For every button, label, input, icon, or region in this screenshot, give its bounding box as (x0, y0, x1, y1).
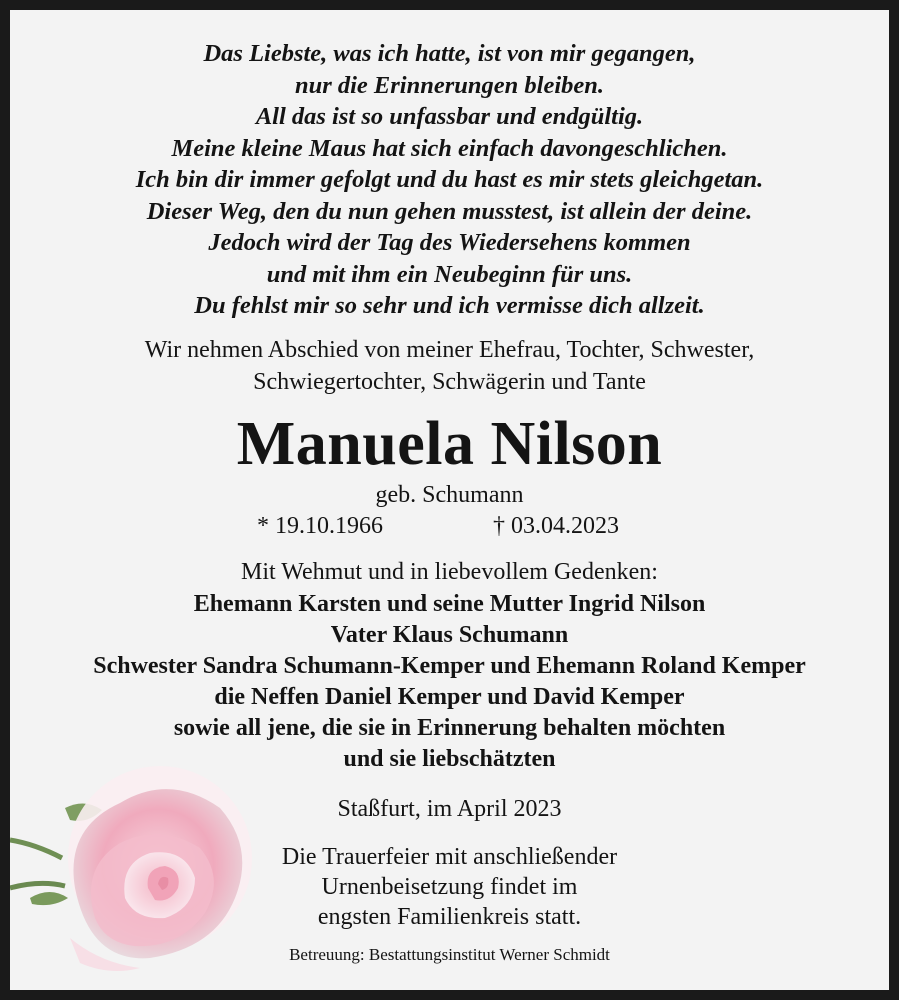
service-line: Urnenbeisetzung findet im (321, 874, 578, 900)
deceased-name: Manuela Nilson (236, 410, 663, 478)
poem-line: Jedoch wird der Tag des Wiedersehens kommen (208, 229, 691, 256)
poem-line: Du fehlst mir so sehr und ich vermisse dich allzeit. (194, 292, 705, 319)
death-date: † 03.04.2023 (493, 513, 619, 539)
mourner-line: Vater Klaus Schumann (330, 622, 569, 648)
poem-line: nur die Erinnerungen bleiben. (294, 71, 605, 99)
mourner-line: sowie all jene, die sie in Erinnerung behalten möchten (173, 715, 726, 741)
poem-line: und mit ihm ein Neubeginn für uns. (266, 260, 633, 288)
birth-date: * 19.10.1966 (257, 513, 383, 539)
poem-line: Das Liebste, was ich hatte, ist von mir gegangen, (203, 40, 696, 67)
poem-line: Ich bin dir immer gefolgt und du hast es mir stets gleichgetan. (135, 166, 764, 193)
poem (10, 38, 889, 322)
mourner-line: Schwester Sandra Schumann-Kemper und Ehemann Roland Kemper (93, 653, 806, 679)
birth-name: geb. Schumann (375, 482, 524, 508)
poem-line: Dieser Weg, den du nun gehen musstest, ist allein der deine. (146, 197, 753, 225)
intro-line: Schwiegertochter, Schwägerin und Tante (253, 369, 646, 395)
mourner-line: die Neffen Daniel Kemper und David Kemper (214, 684, 685, 710)
poem-line: All das ist so unfassbar und endgültig. (255, 103, 644, 130)
poem-line: Meine kleine Maus hat sich einfach davongeschlichen. (171, 134, 728, 162)
life-dates (10, 511, 889, 541)
place-date: Staßfurt, im April 2023 (337, 796, 562, 822)
intro-line: Wir nehmen Abschied von meiner Ehefrau, Tochter, Schwester, (144, 337, 755, 363)
farewell-intro (10, 334, 889, 398)
service-line: Die Trauerfeier mit anschließender (281, 844, 618, 870)
mourner-line: und sie liebschätzten (343, 746, 556, 772)
pink-rose-image (10, 748, 260, 978)
funeral-home: Betreuung: Bestattungsinstitut Werner Schmidt (289, 945, 610, 964)
obituary-card (10, 10, 889, 990)
service-line: engsten Familienkreis statt. (317, 904, 582, 930)
mourner-line: Ehemann Karsten und seine Mutter Ingrid Nilson (193, 591, 706, 617)
mourners-intro: Mit Wehmut und in liebevollem Gedenken: (241, 559, 658, 585)
